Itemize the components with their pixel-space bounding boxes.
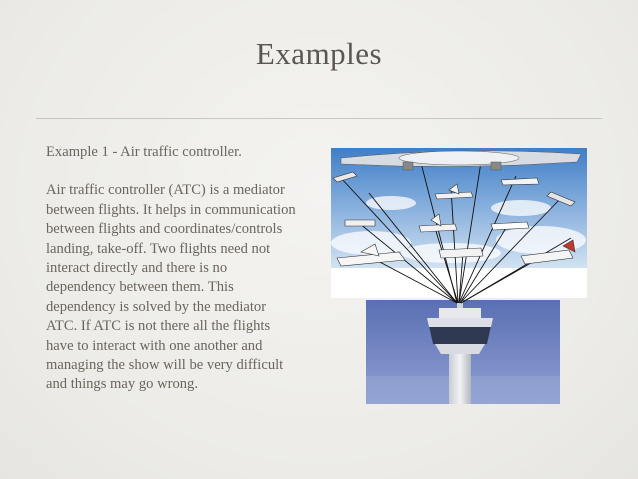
example-heading: Example 1 - Air traffic controller. xyxy=(46,144,242,160)
title-divider xyxy=(36,118,602,119)
paragraph-gap xyxy=(46,162,298,181)
plane-small-5 xyxy=(345,220,375,226)
white-band xyxy=(331,268,587,298)
atc-illustration xyxy=(331,148,587,404)
example-paragraph: Air traffic controller (ATC) is a mediator between flights. It helps in communication between flights and coordinates/controls landing, take-off. Two flights need not interact directly and there is no dependency between them. This dependency is solved by the mediator ATC. If ATC is not there all the flights have to interact with one another and managing the show will be very difficult and things may go wrong. xyxy=(46,182,296,393)
body-text xyxy=(46,143,298,395)
page-title: Examples xyxy=(255,36,383,71)
plane-center xyxy=(439,248,483,258)
